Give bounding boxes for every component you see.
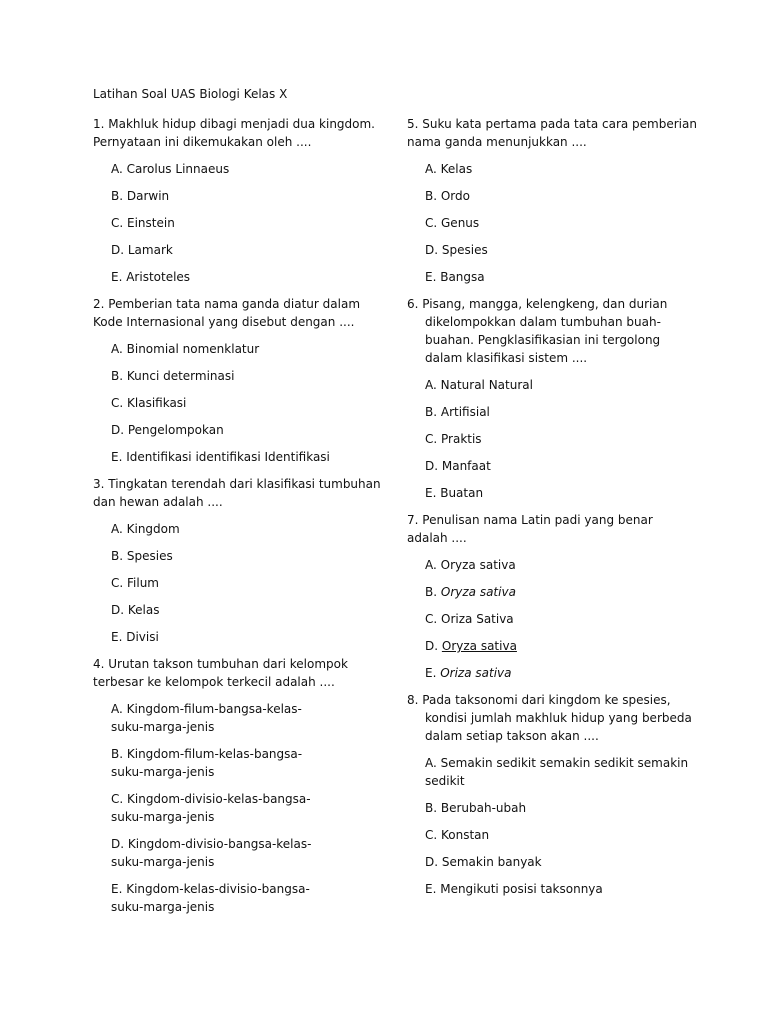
option-prefix: D.: [425, 639, 442, 653]
question-3: [93, 475, 383, 646]
question-text: 3. Tingkatan terendah dari klasifikasi tumbuhan dan hewan adalah ....: [93, 477, 381, 509]
option-e: E. Mengikuti posisi taksonnya: [425, 882, 603, 896]
question-6: [407, 295, 697, 502]
option-d: D. Pengelompokan: [111, 423, 224, 437]
question-text: 8. Pada taksonomi dari kingdom ke spesies, kondisi jumlah makhluk hidup yang berbeda dalam setiap takson akan ....: [407, 693, 692, 743]
option-list: [407, 376, 697, 502]
option-b: B. Darwin: [111, 189, 170, 203]
option-list: [93, 340, 383, 466]
option-b: [407, 583, 697, 601]
option-e: E. Bangsa: [425, 270, 485, 284]
option-c: C. Konstan: [425, 828, 490, 842]
option-c: C. Einstein: [111, 216, 175, 230]
option-a: A. Semakin sedikit semakin sedikit semakin sedikit: [425, 756, 689, 788]
option-label: Oryza sativa: [440, 558, 516, 572]
option-a: A. Kingdom-filum-bangsa-kelas-suku-marga-jenis: [111, 702, 302, 734]
option-list: [407, 754, 697, 898]
option-a: A. Kelas: [425, 162, 473, 176]
question-4: [93, 655, 383, 916]
option-c: [407, 610, 697, 628]
option-d: D. Spesies: [425, 243, 488, 257]
option-e: [407, 664, 697, 682]
option-a: A. Natural Natural: [425, 378, 533, 392]
question-8: [407, 691, 697, 898]
document-title: Latihan Soal UAS Biologi Kelas X: [93, 87, 288, 101]
option-list: [93, 160, 383, 286]
option-prefix: E.: [425, 666, 441, 680]
option-d: D. Kelas: [111, 603, 160, 617]
option-d: D. Manfaat: [425, 459, 491, 473]
option-e: E. Kingdom-kelas-divisio-bangsa-suku-marga-jenis: [111, 882, 310, 914]
option-c: C. Genus: [425, 216, 480, 230]
option-b: B. Artifisial: [425, 405, 490, 419]
question-7: [407, 511, 697, 682]
option-b: B. Ordo: [425, 189, 470, 203]
option-label: Oryza sativa: [440, 585, 516, 599]
option-prefix: C.: [425, 612, 442, 626]
option-list: [407, 556, 697, 682]
option-prefix: A.: [425, 558, 441, 572]
option-c: C. Filum: [111, 576, 159, 590]
option-list: [93, 700, 383, 916]
option-a: [407, 556, 697, 574]
option-list: [407, 160, 697, 286]
question-text: 5. Suku kata pertama pada tata cara pemberian nama ganda menunjukkan ....: [407, 117, 697, 149]
question-2: [93, 295, 383, 466]
option-b: B. Spesies: [111, 549, 173, 563]
question-5: [407, 115, 697, 286]
option-b: B. Kunci determinasi: [111, 369, 235, 383]
question-1: [93, 115, 383, 286]
option-e: E. Identifikasi identifikasi Identifikasi: [111, 450, 330, 464]
option-d: [407, 637, 697, 655]
option-c: C. Kingdom-divisio-kelas-bangsa-suku-marga-jenis: [111, 792, 311, 824]
option-a: A. Carolus Linnaeus: [111, 162, 230, 176]
option-label: Oriza Sativa: [441, 612, 514, 626]
option-a: A. Kingdom: [111, 522, 180, 536]
left-column: [93, 115, 383, 916]
question-text: 7. Penulisan nama Latin padi yang benar adalah ....: [407, 513, 653, 545]
option-b: B. Berubah-ubah: [425, 801, 527, 815]
option-d: D. Semakin banyak: [425, 855, 542, 869]
option-prefix: B.: [425, 585, 441, 599]
option-c: C. Klasifikasi: [111, 396, 187, 410]
question-text: 2. Pemberian tata nama ganda diatur dalam Kode Internasional yang disebut dengan ....: [93, 297, 361, 329]
option-label: Oryza sativa: [441, 639, 517, 653]
question-text: 1. Makhluk hidup dibagi menjadi dua kingdom. Pernyataan ini dikemukakan oleh ....: [93, 117, 375, 149]
option-a: A. Binomial nomenklatur: [111, 342, 260, 356]
option-c: C. Praktis: [425, 432, 482, 446]
option-e: E. Divisi: [111, 630, 159, 644]
question-text: 6. Pisang, mangga, kelengkeng, dan durian dikelompokkan dalam tumbuhan buah-buahan. Pengklasifikasian ini tergolong dalam klasifikasi sistem ....: [407, 297, 668, 365]
option-d: D. Kingdom-divisio-bangsa-kelas-suku-marga-jenis: [111, 837, 312, 869]
option-e: E. Buatan: [425, 486, 484, 500]
option-e: E. Aristoteles: [111, 270, 191, 284]
option-list: [93, 520, 383, 646]
option-d: D. Lamark: [111, 243, 173, 257]
option-b: B. Kingdom-filum-kelas-bangsa-suku-marga-jenis: [111, 747, 303, 779]
question-text: 4. Urutan takson tumbuhan dari kelompok terbesar ke kelompok terkecil adalah ....: [93, 657, 348, 689]
right-column: [407, 115, 697, 898]
option-label: Oriza sativa: [440, 666, 512, 680]
